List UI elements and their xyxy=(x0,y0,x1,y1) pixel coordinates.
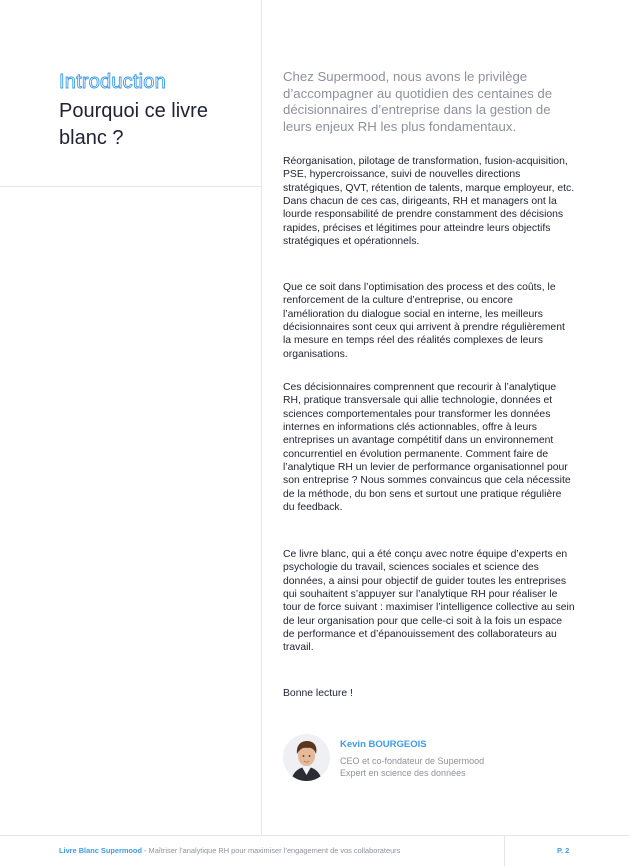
author-name: Kevin BOURGEOIS xyxy=(340,739,427,750)
author-role-line: CEO et co-fondateur de Supermood xyxy=(340,756,485,766)
closing-line: Bonne lecture ! xyxy=(283,688,353,699)
section-label: Introduction xyxy=(59,71,166,93)
page-number: P. 2 xyxy=(557,846,570,855)
title-divider xyxy=(0,186,262,187)
body-paragraph: Ce livre blanc, qui a été conçu avec notre équipe d’experts en psychologie du travail, sciences sociales et science des données, a ainsi pour objectif de guider toutes les entreprises qui souhaitent s’appuyer sur l’analytique RH pour réaliser le tour de force suivant : maximiser l’intelligence collective au sein de leur organisation pour que celle-ci soit à la fois un espace de performance et d’épanouissement des collaborateurs au travail. xyxy=(283,549,575,654)
body-paragraph: Que ce soit dans l’optimisation des process et des coûts, le renforcement de la culture d’entreprise, ou encore l’amélioration du dialogue social en interne, les meilleurs décisionnaires sont ceux qui arrivent à prendre régulièrement la mesure en temps réel des réalités complexes de leurs organisations. xyxy=(283,282,565,360)
footer-brand: Livre Blanc Supermood xyxy=(59,846,142,855)
body-paragraph: Réorganisation, pilotage de transformation, fusion-acquisition, PSE, hypercroissance, suivi de nouvelles directions stratégiques, QVT, rétention de talents, marque employeur, etc. Dans chacun de ces cas, dirigeants, RH et managers ont la lourde responsabilité de prendre constamment des décisions rapides, précises et légitimes pour atteindre leurs objectifs stratégiques et opérationnels. xyxy=(283,156,575,248)
body-paragraph: Ces décisionnaires comprennent que recourir à l’analytique RH, pratique transversale qui allie technologie, données et sciences comportementales pour transformer les données internes en informations clés actionnables, offre à leurs entreprises un avantage compétitif dans un environnement concurrentiel en évolution permanente. Comment faire de l’analytique RH un levier de performance organisationnel pour son entreprise ? Nous sommes convaincus que cela nécessite de la méthode, du bon sens et surtout une pratique régulière du feedback. xyxy=(283,382,571,514)
author-role xyxy=(340,756,484,779)
page-title: Pourquoi ce livre blanc ? xyxy=(59,100,208,149)
footer-page-divider xyxy=(504,836,505,866)
column-divider xyxy=(261,0,262,835)
footer-caption xyxy=(59,846,400,855)
lead-paragraph: Chez Supermood, nous avons le privilège d’accompagner au quotidien des centaines de décisionnaires d’entreprise dans la gestion de leurs enjeux RH les plus fondamentaux. xyxy=(283,69,553,134)
portrait-image xyxy=(283,734,330,781)
footer-divider xyxy=(0,835,630,836)
footer-subtitle: - Maîtriser l’analytique RH pour maximiser l’engagement de vos collaborateurs xyxy=(141,846,401,855)
author-role-line: Expert en science des données xyxy=(340,767,466,778)
author-avatar xyxy=(283,734,330,781)
